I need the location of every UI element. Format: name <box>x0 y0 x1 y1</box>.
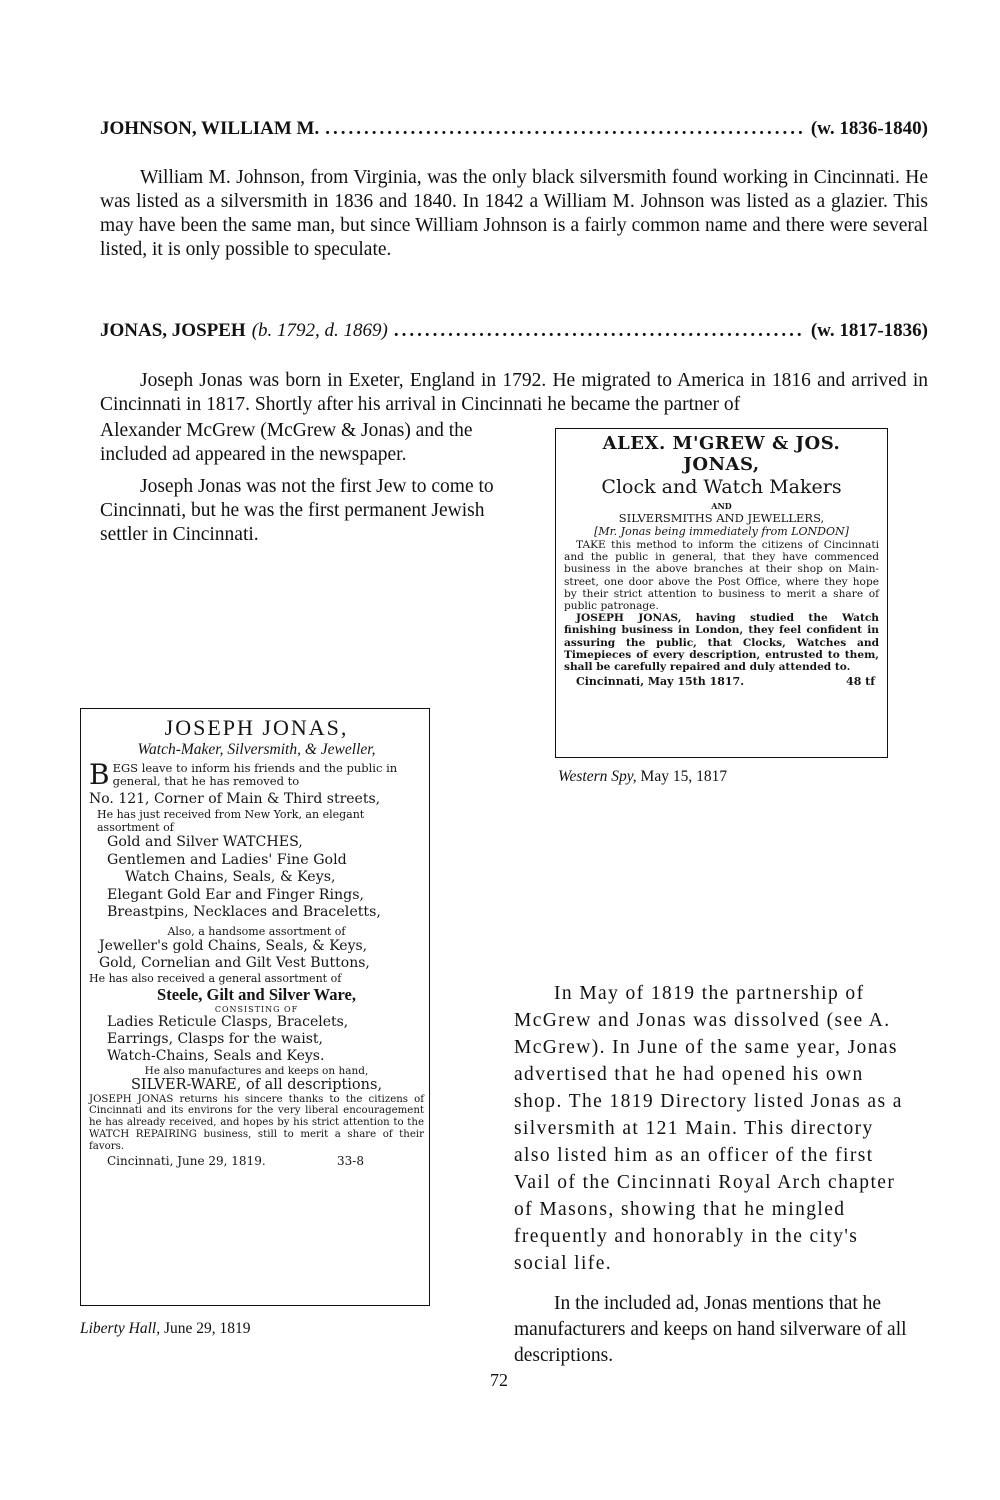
ad-and: AND <box>711 501 732 511</box>
working-dates: (w. 1817-1836) <box>810 320 928 341</box>
ad-steele: Steele, Gilt and Silver Ware, <box>157 984 356 1004</box>
entry-paragraph-jonas-1: Joseph Jonas was born in Exeter, England in 1792. He migrated to America in 1816 and arrived in Cincinnati in 1817. Shortly after his arrival in Cincinnati he became the partner of <box>100 370 928 415</box>
ad-intro: B EGS leave to inform his friends and the public in general, that he has removed to <box>89 758 398 791</box>
ad-code: 33-8 <box>337 1154 364 1169</box>
ad-body: TAKE this method to inform the citizens of Cincinnati and the public in general, that they have commenced business in the above branches at their shop on Main-street, one door above the Post Office, where they hope by their strict attention to business to merit a share of public patronage. <box>564 539 879 613</box>
ad-also: Also, a handsome assortment of <box>167 924 346 938</box>
page-number: 72 <box>490 1370 508 1390</box>
caption-date: May 15, 1817 <box>640 768 728 785</box>
drop-cap: B <box>89 758 110 791</box>
entry-paragraph-jonas-1-cont: Alexander McGrew (McGrew & Jonas) and the included ad appeared in the newspaper. Joseph Jonas was not the first Jew to come to Cincinnati, but he was the first permanent Jewish settler in Cincinnati. <box>100 419 510 547</box>
ad-note: [Mr. Jonas being immediately from LONDON] <box>594 525 849 538</box>
entry-paragraph-jonas-4: In the included ad, Jonas mentions that he manufacturers and keeps on hand silverware of all descriptions. <box>514 1293 907 1366</box>
ad-caption-liberty-hall <box>80 1320 251 1338</box>
entry-paragraph-jonas-3: In May of 1819 the partnership of McGrew and Jonas was dissolved (see A. McGrew). In June of the same year, Jonas advertised that he had opened his own shop. The 1819 Directory listed Jonas as a silversmith at 121 Main. This directory also listed him as an officer of the first Vail of the Cincinnati Royal Arch chapter of Masons, showing that he mingled frequently and honorably in the city's social life. In the included ad, Jonas mentions that he manufacturers and keeps on hand silverware of all descriptions. <box>514 980 916 1369</box>
ad-silverware: SILVER-WARE, of all descriptions, <box>130 1076 383 1093</box>
ad-consisting: CONSISTING OF <box>214 1004 299 1014</box>
caption-source: Liberty Hall, <box>80 1320 161 1337</box>
ad-newyork: He has just received from New York, an elegant assortment of <box>97 808 365 834</box>
working-dates: (w. 1836-1840) <box>810 118 928 139</box>
entry-name: JONAS, JOSPEH <box>100 320 246 341</box>
ad-address: No. 121, Corner of Main & Third streets, <box>89 791 381 807</box>
ad-body: JOSEPH JONAS, having studied the Watch finishing business in London, they feel confident in assuring the public, that Clocks, Watches and Timepieces of every description, entrusted to them, shall be carefully repaired and duly attended to. <box>564 612 879 674</box>
ad-trade: SILVERSMITHS AND JEWELLERS, <box>618 511 825 525</box>
ad-general: He has also received a general assortment of <box>89 971 342 985</box>
ad-caption-western-spy <box>558 768 727 786</box>
ad-dateline-row <box>564 675 879 688</box>
ad-title: ALEX. M'GREW & JOS. JONAS, <box>602 433 841 475</box>
entry-heading-johnson <box>100 118 928 140</box>
ad-dateline-row <box>89 1154 424 1168</box>
life-dates: (b. 1792, d. 1869) <box>251 320 388 341</box>
ad-code: 48 tf <box>846 675 875 689</box>
ad-subtitle: Watch-Maker, Silversmith, & Jeweller, <box>137 741 376 758</box>
entry-name: JOHNSON, WILLIAM M. <box>100 118 320 139</box>
ad-subtitle: Clock and Watch Makers <box>601 476 842 498</box>
ad-items-3: Ladies Reticule Clasps, Bracelets, Earrings, Clasps for the waist, Watch-Chains, Seals and Keys. <box>107 1013 349 1064</box>
entry-paragraph-johnson: William M. Johnson, from Virginia, was the only black silversmith found working in Cincinnati. He was listed as a silversmith in 1836 and 1840. In 1842 a William M. Johnson was listed as a glazier. This may have been the same man, but since William Johnson is a fairly common name and there were several listed, it is only possible to speculate. <box>100 167 928 260</box>
caption-source: Western Spy, <box>558 768 637 785</box>
ad-title: JOSEPH JONAS, <box>164 715 349 740</box>
dot-leader <box>394 320 805 342</box>
newspaper-ad-joseph-jonas <box>80 708 430 1306</box>
ad-items-1: Gold and Silver WATCHES, Gentlemen and Ladies' Fine Gold Watch Chains, Seals, & Keys, Elegant Gold Ear and Finger Rings, Breastpins, Necklaces and Braceletts, <box>107 834 381 920</box>
caption-date: June 29, 1819 <box>163 1320 251 1337</box>
ad-items-2: Jeweller's gold Chains, Seals, & Keys, Gold, Cornelian and Gilt Vest Buttons, <box>99 937 370 971</box>
ad-dateline: Cincinnati, June 29, 1819. <box>107 1154 266 1169</box>
entry-paragraph-jonas-2: Joseph Jonas was not the first Jew to come to Cincinnati, but he was the first permanent Jewish settler in Cincinnati. <box>100 476 494 545</box>
ad-manufactures: He also manufactures and keeps on hand, <box>144 1064 369 1077</box>
entry-heading-jonas <box>100 320 928 342</box>
ad-dateline: Cincinnati, May 15th 1817. <box>576 675 745 689</box>
dot-leader <box>325 118 805 140</box>
newspaper-ad-mcgrew-jonas <box>555 428 888 758</box>
ad-closing: JOSEPH JONAS returns his sincere thanks to the citizens of Cincinnati and its environs for the very liberal encouragement he has already received, and hopes by his strict attention to the WATCH REPAIRING business, still to merit a share of their favors. <box>89 1093 424 1152</box>
